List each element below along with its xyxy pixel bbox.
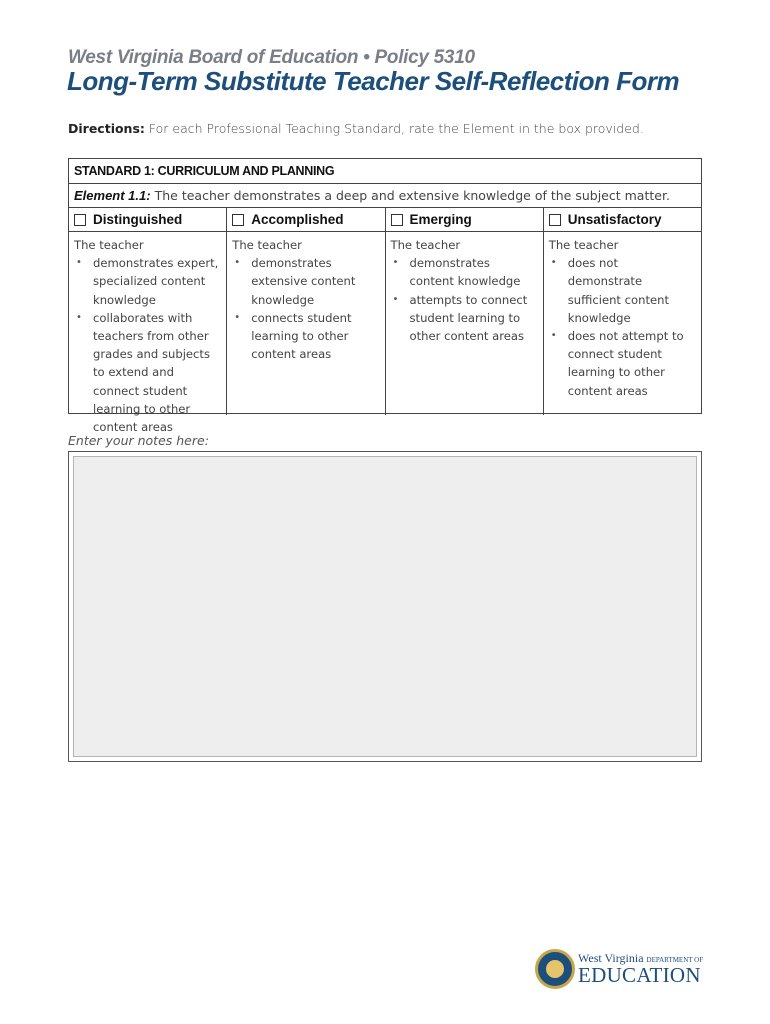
rating-description bbox=[227, 232, 384, 363]
rating-columns bbox=[69, 208, 701, 435]
rating-column-distinguished bbox=[69, 208, 227, 435]
element-text: The teacher demonstrates a deep and extensive knowledge of the subject matter. bbox=[154, 188, 670, 203]
directions bbox=[68, 121, 644, 136]
rating-bullet: • attempts to connect student learning to other content areas bbox=[391, 291, 538, 346]
state-seal-icon bbox=[535, 949, 575, 989]
rating-bullet: • demonstrates content knowledge bbox=[391, 254, 538, 290]
logo-dept: DEPARTMENT OF bbox=[646, 956, 704, 964]
directions-text: For each Professional Teaching Standard, rate the Element in the box provided. bbox=[148, 121, 644, 136]
rating-column-unsatisfactory bbox=[544, 208, 701, 415]
rubric-table bbox=[68, 158, 702, 435]
accomplished-checkbox[interactable] bbox=[232, 214, 244, 226]
rating-bullet: • collaborates with teachers from other grades and subjects to extend and connect student learning to other content areas bbox=[74, 309, 221, 436]
rating-label: Accomplished bbox=[251, 212, 344, 227]
rating-intro: The teacher bbox=[390, 238, 461, 252]
standard-heading: STANDARD 1: CURRICULUM AND PLANNING bbox=[69, 159, 701, 184]
rating-label: Emerging bbox=[409, 212, 472, 227]
emerging-checkbox[interactable] bbox=[391, 214, 403, 226]
rating-header[interactable] bbox=[386, 208, 543, 232]
rating-description bbox=[69, 232, 226, 436]
wv-education-logo bbox=[535, 949, 703, 989]
rating-bullet: • does not demonstrate sufficient content knowledge bbox=[549, 254, 696, 327]
element-row bbox=[69, 184, 701, 208]
notes-input[interactable] bbox=[73, 456, 697, 757]
directions-label: Directions: bbox=[68, 121, 145, 136]
page-title: Long-Term Substitute Teacher Self-Reflection Form bbox=[67, 66, 680, 96]
rating-description bbox=[544, 232, 701, 400]
rating-label: Distinguished bbox=[93, 212, 183, 227]
rating-bullet: • does not attempt to connect student learning to other content areas bbox=[549, 327, 696, 400]
logo-state: West Virginia bbox=[578, 951, 644, 965]
notes-label: Enter your notes here: bbox=[68, 433, 209, 448]
rating-column-emerging bbox=[386, 208, 544, 415]
rating-header[interactable] bbox=[69, 208, 226, 232]
rating-column-accomplished bbox=[227, 208, 385, 415]
header-subtitle: West Virginia Board of Education • Policy 5310 bbox=[68, 47, 475, 68]
logo-text bbox=[578, 952, 703, 986]
rating-header[interactable] bbox=[544, 208, 701, 232]
rating-bullet: • connects student learning to other content areas bbox=[232, 309, 379, 364]
rating-intro: The teacher bbox=[232, 238, 302, 252]
element-label: Element 1.1: bbox=[74, 188, 151, 203]
logo-education: EDUCATION bbox=[578, 963, 701, 987]
rating-intro: The teacher bbox=[548, 238, 619, 252]
rating-bullet: • demonstrates extensive content knowledge bbox=[232, 254, 379, 309]
rating-intro: The teacher bbox=[74, 238, 144, 252]
rating-description bbox=[386, 232, 543, 345]
rating-header[interactable] bbox=[227, 208, 384, 232]
distinguished-checkbox[interactable] bbox=[74, 214, 86, 226]
rating-label: Unsatisfactory bbox=[567, 212, 662, 227]
notes-box bbox=[68, 451, 702, 762]
unsatisfactory-checkbox[interactable] bbox=[549, 214, 561, 226]
rating-bullet: • demonstrates expert, specialized content knowledge bbox=[74, 254, 221, 309]
